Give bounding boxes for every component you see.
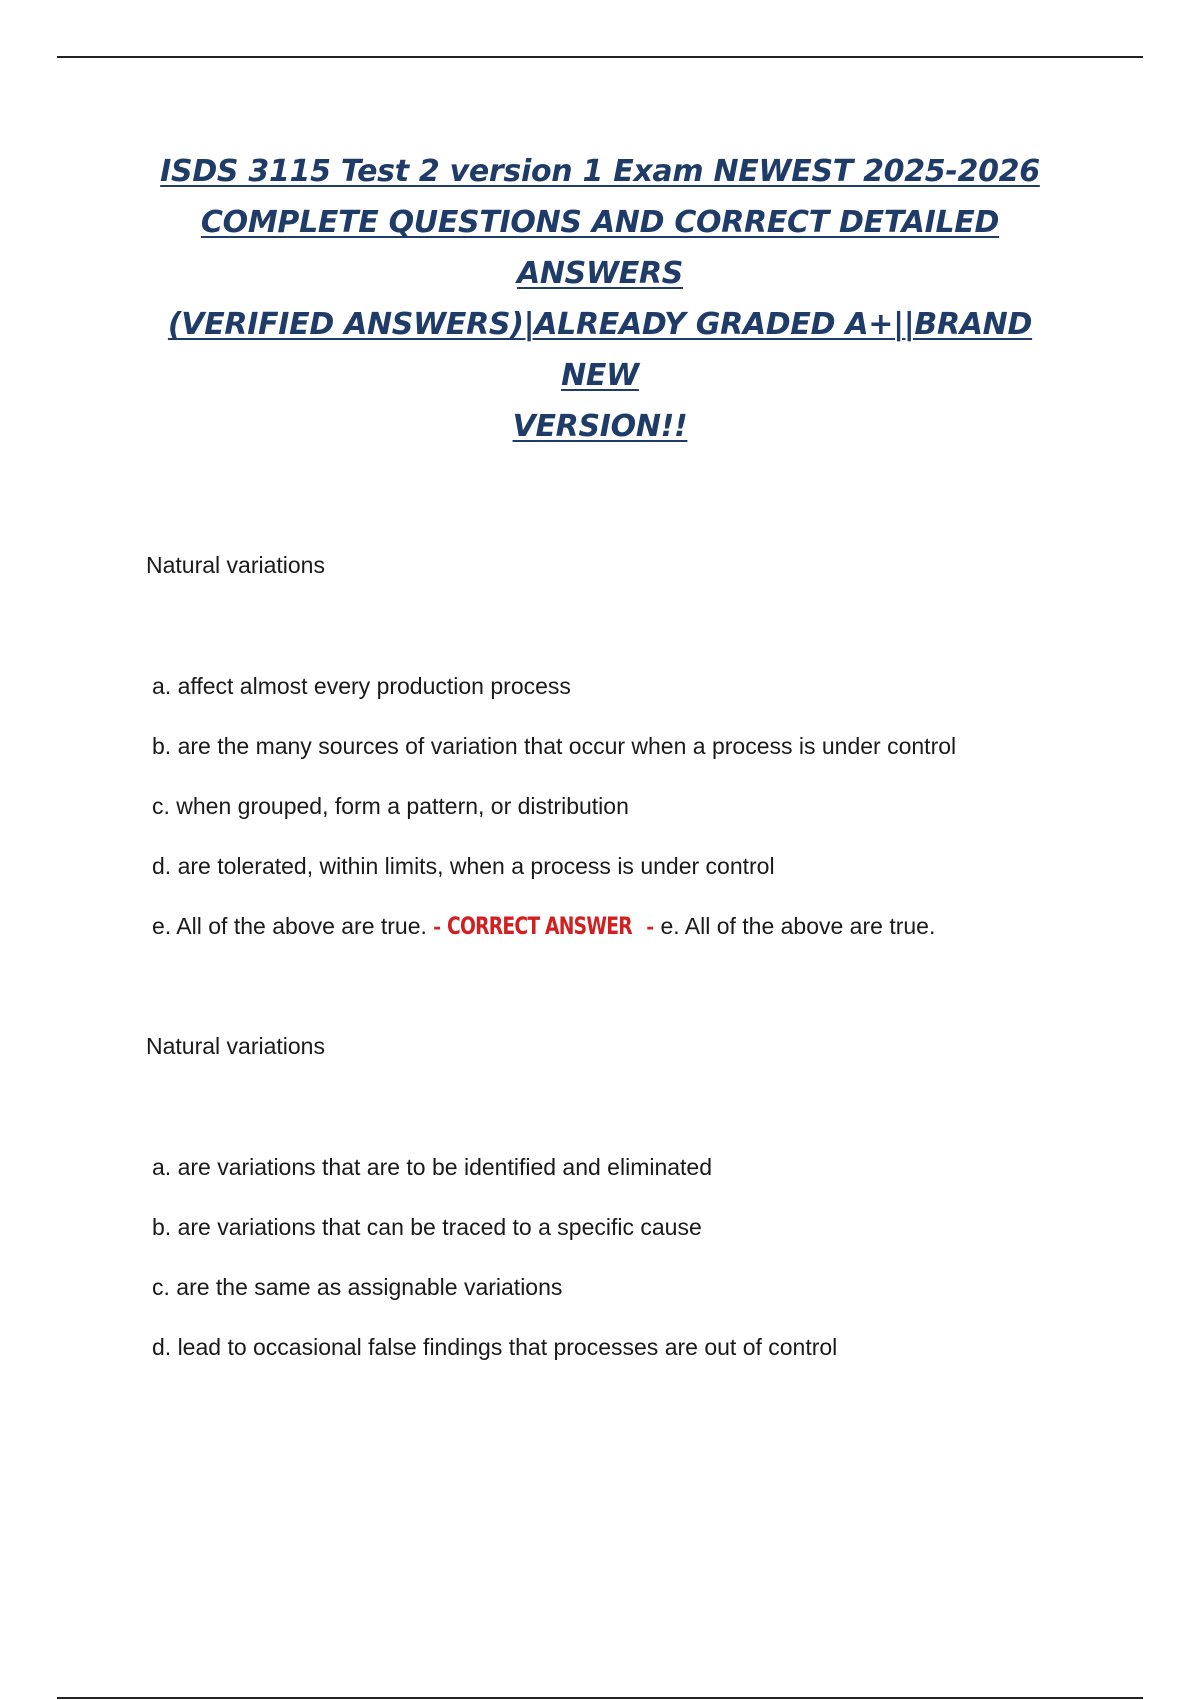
question-2-option-d: d. lead to occasional false findings that processes are out of control	[152, 1334, 838, 1360]
title-line-1: ISDS 3115 Test 2 version 1 Exam NEWEST 2025-2026	[160, 154, 1040, 189]
question-1-option-c: c. when grouped, form a pattern, or distribution	[152, 793, 629, 819]
question-2-option-a: a. are variations that are to be identified and eliminated	[152, 1154, 713, 1180]
question-1-option-d: d. are tolerated, within limits, when a process is under control	[152, 853, 775, 879]
title-line-4: VERSION!!	[512, 409, 688, 444]
question-1-prompt: Natural variations	[146, 552, 325, 578]
question-1-option-e-with-answer	[152, 912, 956, 972]
question-1-option-b: b. are the many sources of variation that occur when a process is under control	[152, 733, 957, 759]
correct-answer-text: e. All of the above are true.	[660, 913, 936, 939]
footer-rule	[57, 1697, 1143, 1699]
correct-answer-label: CORRECT ANSWER	[447, 912, 633, 940]
document-title	[150, 146, 1050, 452]
header-rule	[57, 56, 1143, 58]
question-2-prompt: Natural variations	[146, 1033, 325, 1059]
title-line-3: (VERIFIED ANSWERS)|ALREADY GRADED A+||BRAND NEW	[167, 307, 1033, 393]
question-2-options	[152, 1153, 837, 1393]
question-1-option-e: e. All of the above are true.	[152, 913, 427, 939]
question-1-option-a: a. affect almost every production process	[152, 673, 571, 699]
answer-separator: -	[433, 913, 441, 939]
answer-label-suffix: -	[646, 913, 655, 939]
question-2-option-c: c. are the same as assignable variations	[152, 1274, 563, 1300]
title-line-2: COMPLETE QUESTIONS AND CORRECT DETAILED ANSWERS	[200, 205, 1000, 291]
question-2-option-b: b. are variations that can be traced to a specific cause	[152, 1214, 702, 1240]
question-1-options	[152, 672, 956, 972]
